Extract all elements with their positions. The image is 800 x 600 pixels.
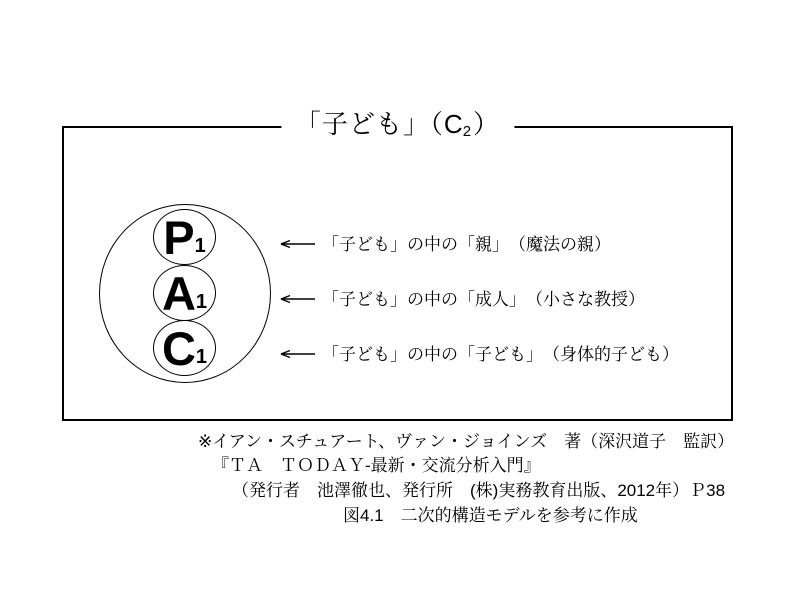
p1-circle	[153, 209, 216, 265]
diagram-title-close: ）	[473, 108, 501, 139]
c1-circle	[153, 320, 216, 376]
a1-subscript: 1	[195, 291, 208, 313]
citation-publisher: （発行者 池澤徹也、発行所 (株)実務教育出版、2012年）Ｐ38	[232, 481, 726, 500]
diagram-title	[281, 107, 514, 146]
p1-letter: P	[163, 210, 195, 264]
citation-book-title: 『ＴＡ ＴＯＤＡＹ-最新・交流分析入門』	[212, 456, 541, 475]
left-arrow-icon	[276, 238, 316, 250]
a1-letter: A	[161, 266, 196, 320]
a1-circle	[153, 265, 216, 321]
annotation-child-in-child: 「子ども」の中の「子ども」 （身体的子ども）	[322, 345, 679, 364]
citation-authors: ※イアン・スチュアート、ヴァン・ジョインズ 著（深沢道子 監訳）	[198, 432, 735, 451]
annotation-parent-in-child: 「子ども」の中の「親」 （魔法の親）	[322, 235, 611, 254]
c1-subscript: 1	[195, 346, 208, 368]
p1-subscript: 1	[194, 235, 206, 257]
c1-letter: C	[161, 321, 196, 375]
diagram-title-subscript: 2	[462, 122, 473, 140]
diagram-title-text: 「子ども」（C	[294, 108, 464, 139]
left-arrow-icon	[276, 348, 316, 360]
citation-figure-note: 図4.1 二次的構造モデルを参考に作成	[343, 506, 638, 525]
annotation-adult-in-child: 「子ども」の中の「成人」 （小さな教授）	[322, 290, 645, 309]
left-arrow-icon	[276, 293, 316, 305]
